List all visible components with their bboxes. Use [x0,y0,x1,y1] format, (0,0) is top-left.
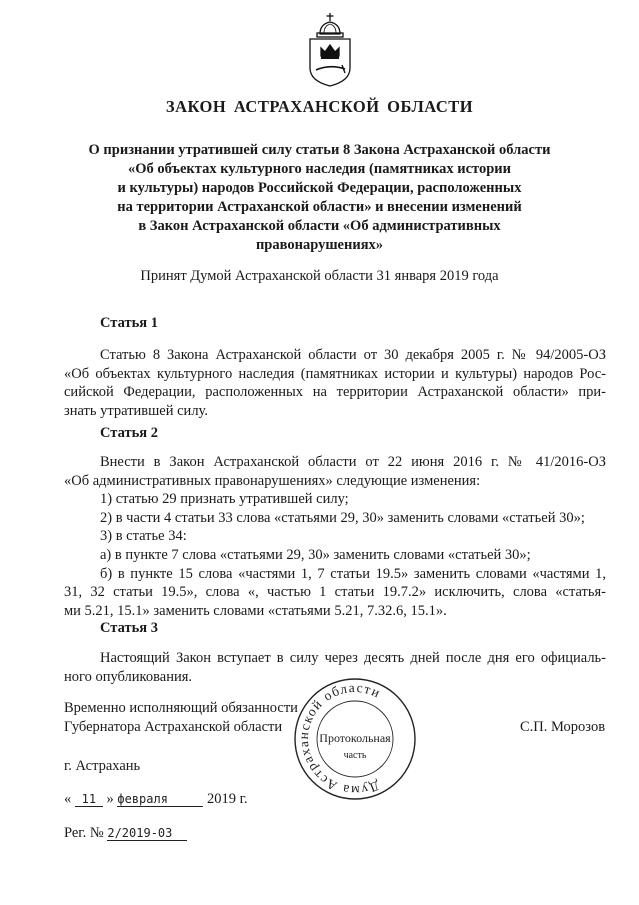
text-line: сийской Федерации, расположенных на территории Астраханской области» при- [64,384,606,401]
seal-ring-text: Дума Астраханской области [295,679,384,799]
signatory-position-line1: Временно исполняющий обязанности [64,700,298,716]
article-heading: Статья 2 [100,425,158,441]
text-line: ми 5.21, 15.1» заменить словами «статьями 5.21, 7.32.6, 15.1». [64,602,447,619]
date-close-quote: » [106,791,114,807]
registration [64,825,187,842]
reg-number: 2/2019-03 [107,826,187,841]
subject-line: и культуры) народов Российской Федерации, расположенных [117,180,522,196]
text-line: 31, 32 статьи 19.5», слова «, частью 1 статьи 19.7.2» исключить, слова «статья- [64,584,606,601]
text-line: а) в пункте 7 слова «статьями 29, 30» заменить словами «статьей 30»; [100,546,531,563]
reg-label: Рег. № [64,825,104,841]
date-year: 2019 г. [207,791,248,807]
text-line: 3) в статье 34: [100,528,187,545]
article-heading: Статья 3 [100,620,158,636]
text-line: знать утратившей силу. [64,402,208,419]
article-heading: Статья 1 [100,315,158,331]
subject-line: в Закон Астраханской области «Об административных [138,218,501,234]
text-line: «Об объектах культурного наследия (памятниках истории и культуры) народов Рос- [64,365,606,382]
text-line: б) в пункте 15 слова «частями 1, 7 статьи 19.5» заменить словами «частями 1, [100,565,606,582]
astrakhan-coat-of-arms-icon [300,12,360,88]
law-subject [0,141,639,255]
seal-stamp [290,674,420,804]
text-line: Настоящий Закон вступает в силу через десять дней после дня его официаль- [100,650,606,666]
subject-line: О признании утратившей силу статьи 8 Закона Астраханской области [88,142,551,158]
date-day: 11 [75,792,103,807]
text-line: ного опубликования. [64,668,193,685]
seal-inner-line1: Протокольная [319,731,391,745]
article-body [64,346,606,420]
date-month: февраля [117,792,203,807]
place-label: г. Астрахань [64,758,141,774]
date-open-quote: « [64,791,72,807]
subject-line: правонарушениях» [255,237,384,253]
text-line: 1) статью 29 признать утратившей силу; [100,491,349,508]
signatory-name: С.П. Морозов [520,719,606,735]
signing-date [64,791,248,808]
adoption-note: Принят Думой Астраханской области 31 января 2019 года [140,268,499,284]
law-title: ЗАКОН АСТРАХАНСКОЙ ОБЛАСТИ [165,97,474,116]
seal-inner-line2: часть [343,750,367,761]
subject-line: на территории Астраханской области» и внесении изменений [117,199,522,215]
text-line: 2) в части 4 статьи 33 слова «статьями 29, 30» заменить словами «статьей 30»; [100,509,585,526]
signatory-position-line2: Губернатора Астраханской области [64,719,283,735]
text-line: «Об административных правонарушениях» следующие изменения: [64,472,481,489]
article-body [64,453,606,620]
text-line: Статью 8 Закона Астраханской области от 30 декабря 2005 г. № 94/2005-ОЗ [100,347,606,363]
text-line: Внести в Закон Астраханской области от 22 июня 2016 г. № 41/2016-ОЗ [100,454,606,470]
subject-line: «Об объектах культурного наследия (памятниках истории [127,161,512,177]
